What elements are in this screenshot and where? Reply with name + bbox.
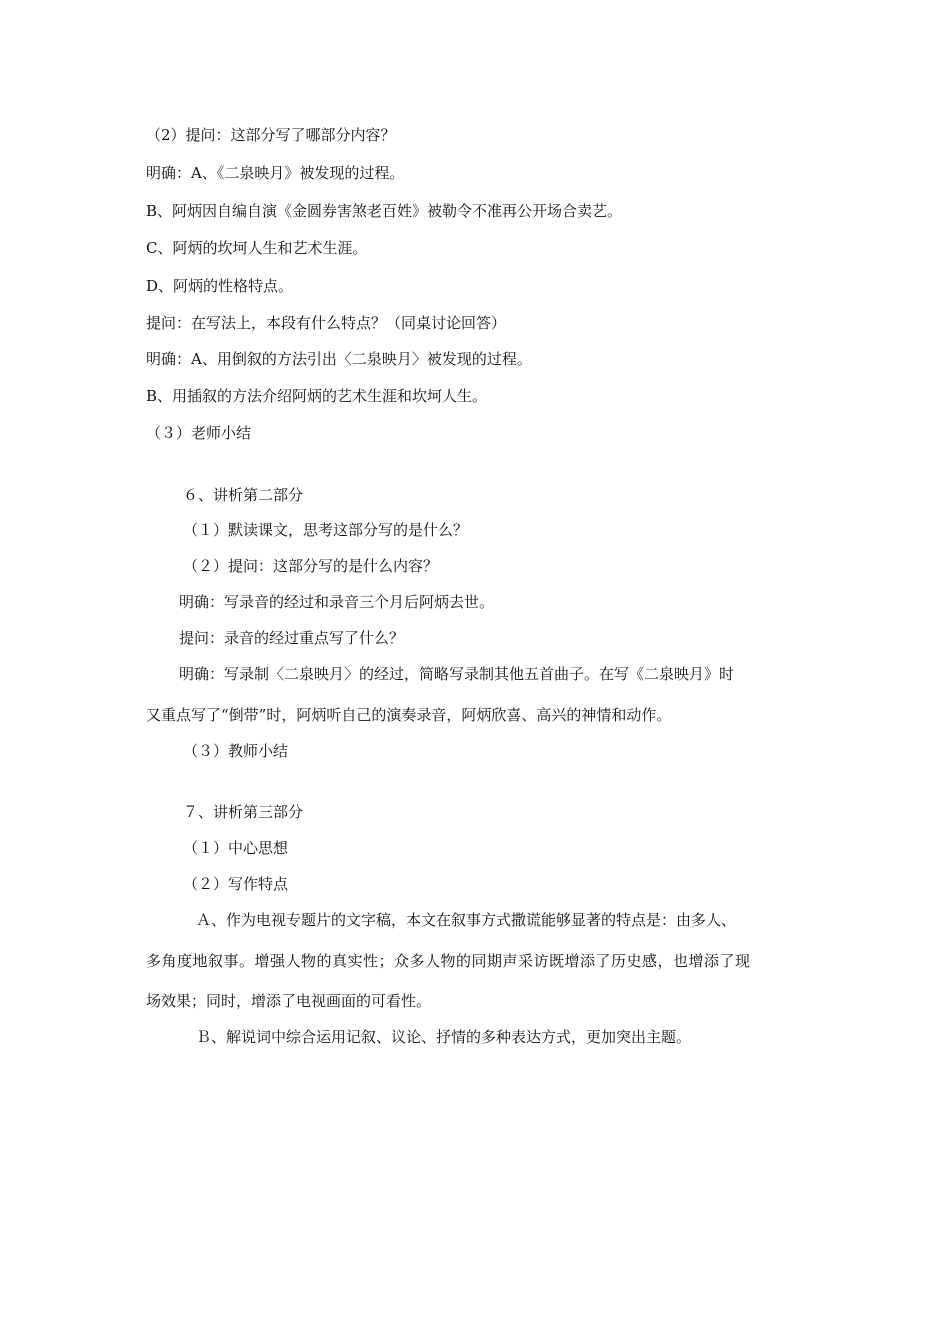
- teacher-summary-1: （３）老师小结: [146, 424, 252, 442]
- feature-a-line3: 场效果；同时，增添了电视画面的可看性。: [146, 992, 432, 1010]
- question-2-part1: （2）提问：这部分写了哪部分内容？: [146, 126, 396, 144]
- part3-central-idea: （１）中心思想: [183, 839, 289, 857]
- teacher-summary-2: （３）教师小结: [183, 742, 289, 760]
- part2-question-3: 提问：录音的经过重点写了什么？: [179, 629, 405, 647]
- part2-question-2: （２）提问：这部分写的是什么内容？: [183, 557, 439, 575]
- answer-item-b: B、阿炳因自编自演《金圆券害煞老百姓》被勒令不准再公开场合卖艺。: [146, 202, 623, 220]
- answer-intro: 明确：A、《二泉映月》被发现的过程。: [146, 164, 405, 182]
- feature-a-line1: Ａ、作为电视专题片的文字稿，本文在叙事方式撒谎能够显著的特点是：由多人、: [196, 911, 737, 929]
- part2-question-1: （１）默读课文，思考这部分写的是什么？: [183, 521, 469, 539]
- section-7-heading: ７、讲析第三部分: [183, 803, 304, 821]
- part2-answer-2-line1: 明确：写录制〈二泉映月〉的经过，简略写录制其他五首曲子。在写《二泉映月》时: [179, 665, 735, 683]
- style-answer-b: B、用插叙的方法介绍阿炳的艺术生涯和坎坷人生。: [146, 387, 488, 405]
- part2-answer-1: 明确：写录音的经过和录音三个月后阿炳去世。: [179, 593, 495, 611]
- feature-b-line: Ｂ、解说词中综合运用记叙、议论、抒情的多种表达方式，更加突出主题。: [196, 1028, 692, 1046]
- part2-answer-2-line2: 又重点写了“倒带”时，阿炳听自己的演奏录音，阿炳欣喜、高兴的神情和动作。: [146, 706, 672, 724]
- part3-writing-features: （２）写作特点: [183, 875, 289, 893]
- answer-item-d: D、阿炳的性格特点。: [146, 277, 294, 295]
- style-answer-a: 明确：A、用倒叙的方法引出〈二泉映月〉被发现的过程。: [146, 350, 532, 368]
- section-6-heading: ６、讲析第二部分: [183, 486, 304, 504]
- answer-item-c: C、阿炳的坎坷人生和艺术生涯。: [146, 239, 368, 257]
- feature-a-line2: 多角度地叙事。增强人物的真实性；众多人物的同期声采访既增添了历史感，也增添了现: [146, 952, 751, 970]
- question-writing-style: 提问：在写法上，本段有什么特点？（同桌讨论回答）: [146, 314, 507, 332]
